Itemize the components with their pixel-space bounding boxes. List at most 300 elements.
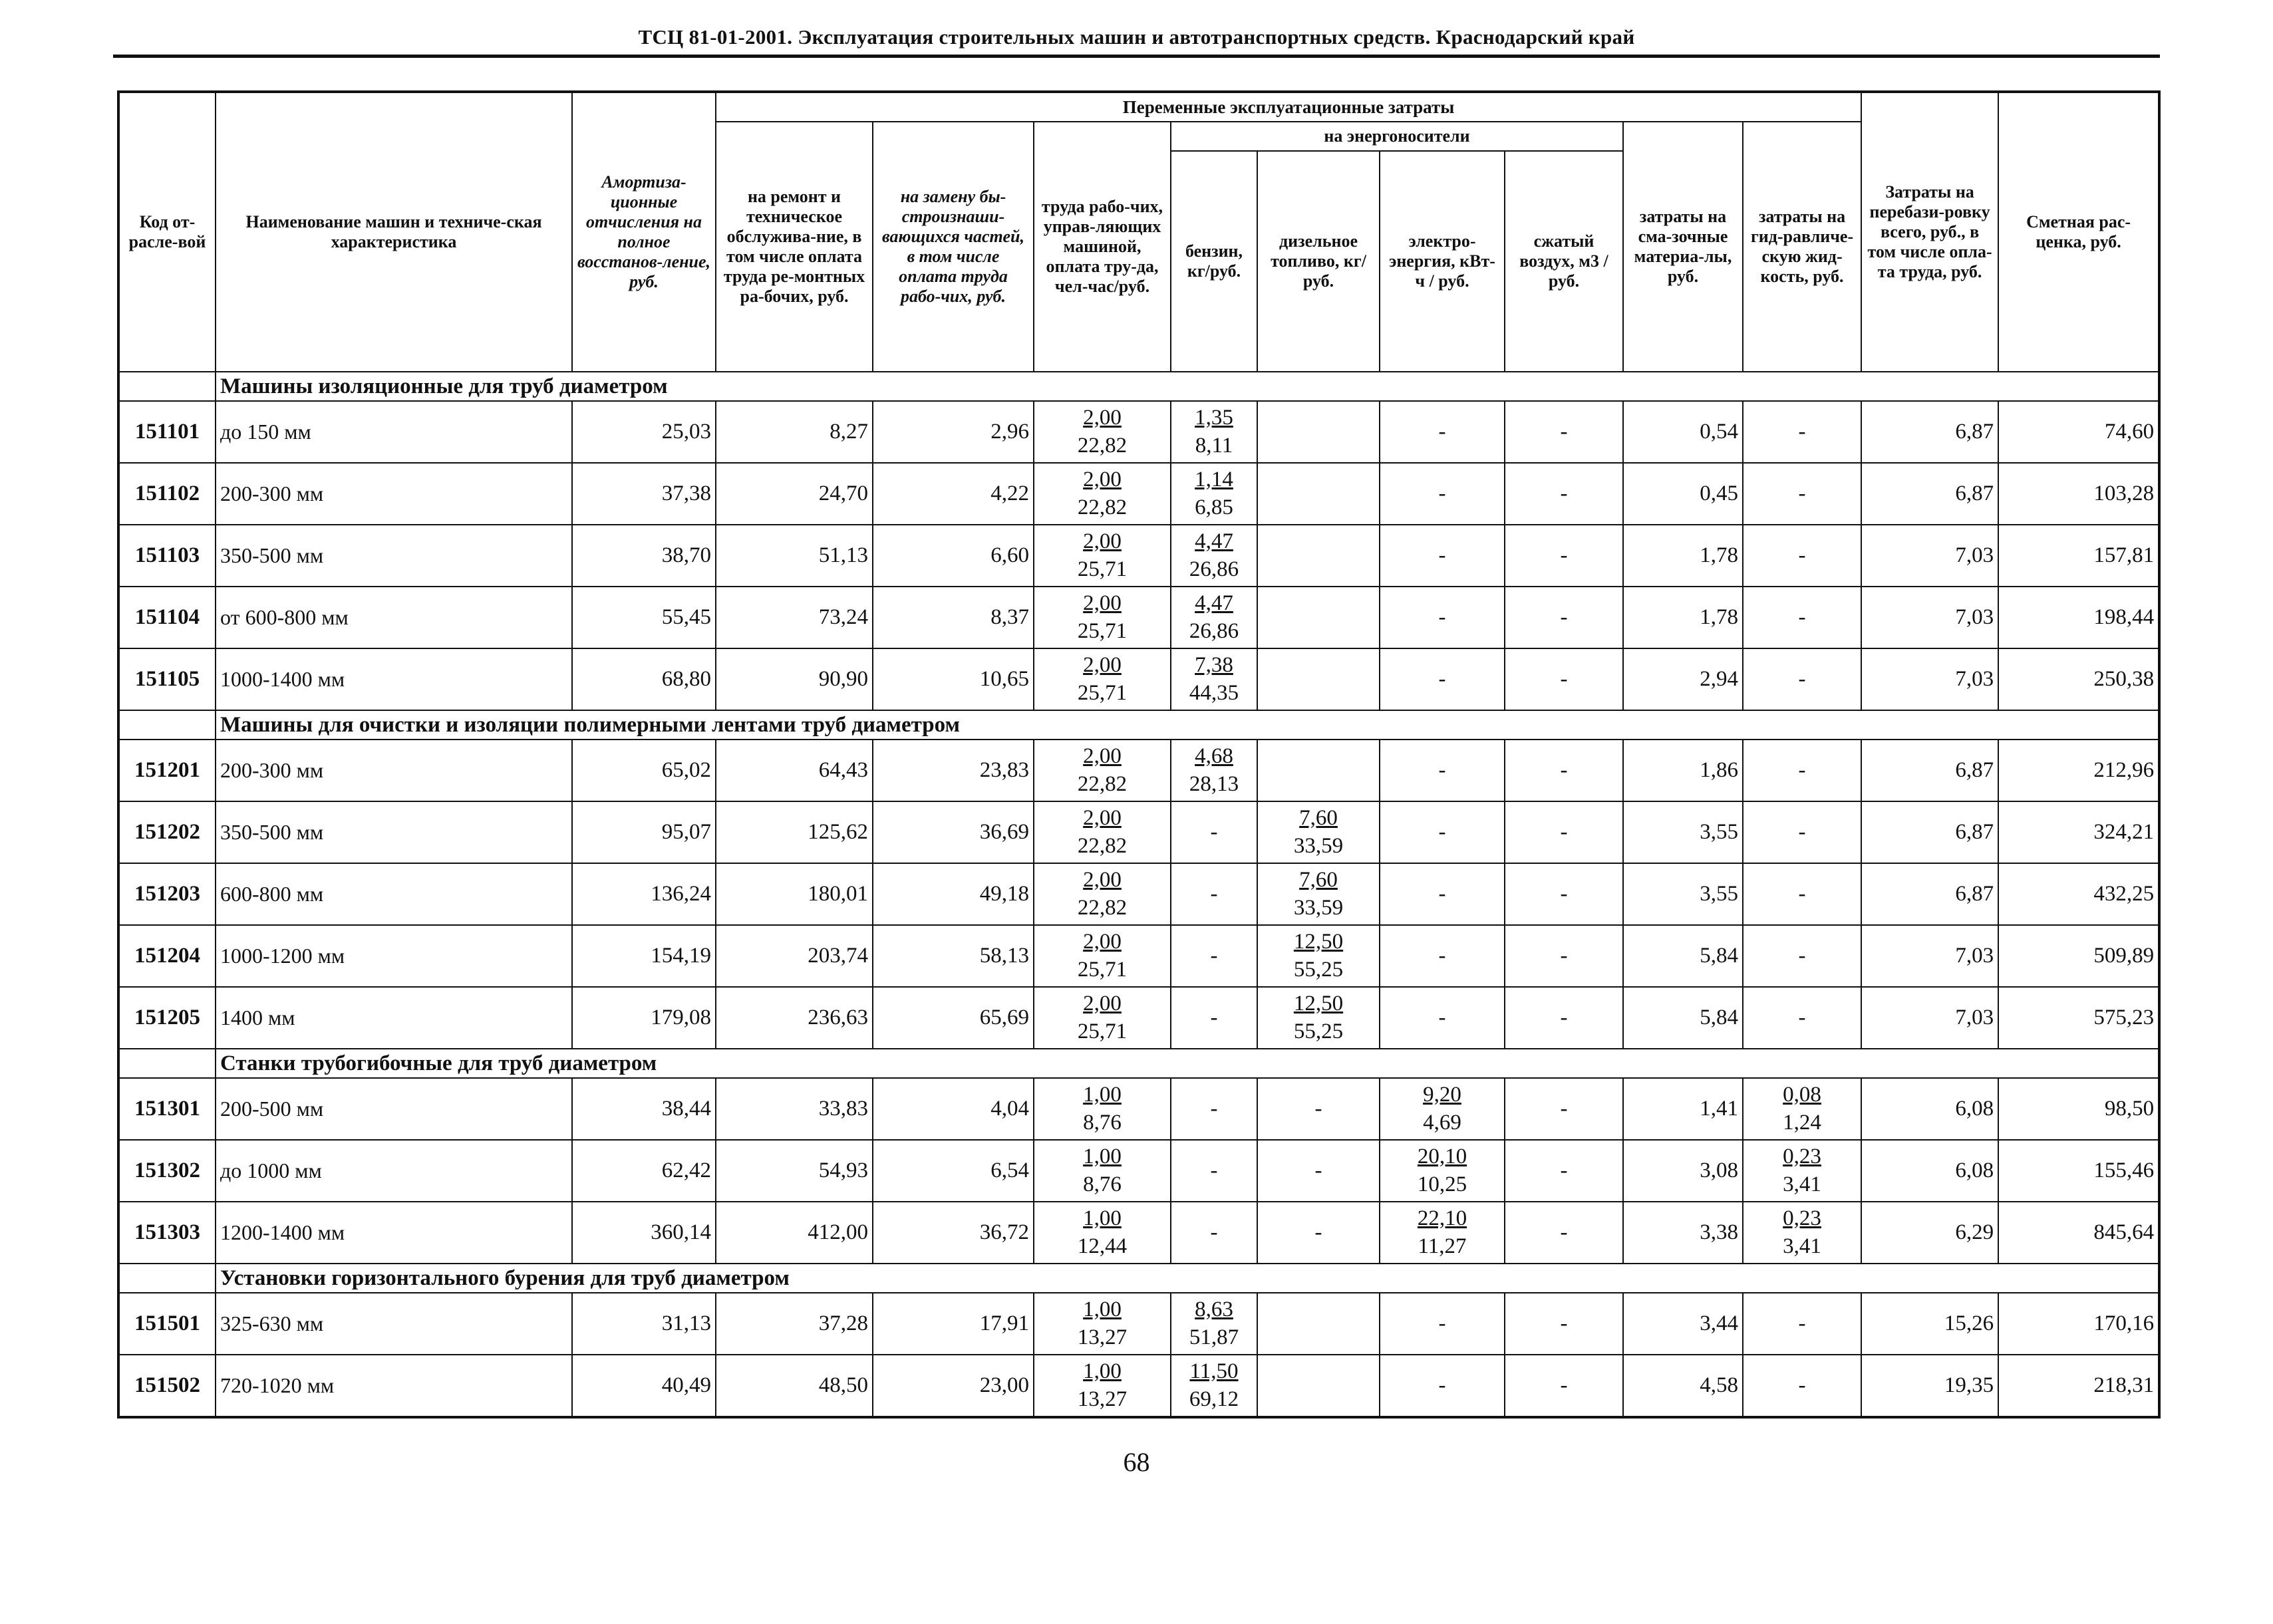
lube-value-value: 5,84 bbox=[1700, 944, 1738, 968]
parts-value bbox=[873, 463, 1034, 525]
total-value bbox=[1998, 1078, 2159, 1140]
petrol-cell bbox=[1171, 740, 1257, 801]
labor-cell-top: 2,00 bbox=[1083, 867, 1122, 892]
table-row bbox=[118, 925, 2159, 987]
air-value-value: - bbox=[1560, 820, 1568, 844]
machine-name bbox=[216, 1078, 572, 1140]
col-header-name: Наименование машин и техниче-ская характеристика bbox=[216, 92, 572, 372]
machine-code-value: 151103 bbox=[134, 543, 200, 567]
group-row bbox=[118, 1264, 2159, 1293]
total-value-value: 575,23 bbox=[2093, 1006, 2155, 1029]
hydro-cell-bottom: - bbox=[1798, 666, 1806, 691]
parts-value-value: 10,65 bbox=[979, 667, 1029, 691]
rebase-value bbox=[1861, 863, 1998, 925]
labor-cell-top: 2,00 bbox=[1083, 529, 1122, 553]
petrol-cell-bottom: 51,87 bbox=[1189, 1325, 1239, 1349]
total-value-value: 432,25 bbox=[2093, 882, 2155, 906]
col-header-energy: на энергоносители bbox=[1171, 122, 1623, 151]
rebase-value-value: 6,08 bbox=[1955, 1097, 1994, 1121]
table-row bbox=[118, 740, 2159, 801]
petrol-cell bbox=[1171, 525, 1257, 587]
lube-value-value: 0,45 bbox=[1700, 481, 1738, 505]
machine-name bbox=[216, 1293, 572, 1355]
lube-value-value: 3,38 bbox=[1700, 1220, 1738, 1244]
electro-cell-bottom: 11,27 bbox=[1418, 1234, 1467, 1258]
diesel-cell bbox=[1257, 648, 1380, 710]
electro-cell bbox=[1380, 1202, 1505, 1264]
diesel-cell-bottom: 33,59 bbox=[1293, 833, 1344, 858]
diesel-cell bbox=[1257, 987, 1380, 1049]
repair-value bbox=[716, 1355, 873, 1417]
repair-value bbox=[716, 925, 873, 987]
amort-value-value: 68,80 bbox=[661, 667, 711, 691]
air-value-value: - bbox=[1560, 882, 1568, 906]
amort-value-value: 25,03 bbox=[661, 420, 711, 444]
total-value-value: 509,89 bbox=[2093, 944, 2155, 968]
rebase-value bbox=[1861, 1078, 1998, 1140]
rebase-value-value: 19,35 bbox=[1944, 1373, 1994, 1397]
labor-cell-bottom: 22,82 bbox=[1077, 771, 1128, 796]
labor-cell-bottom: 25,71 bbox=[1077, 618, 1128, 643]
electro-cell bbox=[1380, 648, 1505, 710]
lube-value-value: 1,78 bbox=[1700, 543, 1738, 567]
air-value-value: - bbox=[1560, 481, 1568, 505]
total-value-value: 198,44 bbox=[2093, 605, 2155, 629]
labor-cell bbox=[1034, 525, 1171, 587]
electro-cell bbox=[1380, 863, 1505, 925]
amort-value bbox=[572, 801, 716, 863]
air-value bbox=[1505, 1202, 1623, 1264]
machine-name-value: 200-300 мм bbox=[220, 758, 324, 782]
hydro-cell bbox=[1743, 1140, 1861, 1202]
hydro-cell bbox=[1743, 740, 1861, 801]
machine-name bbox=[216, 587, 572, 648]
amort-value-value: 136,24 bbox=[651, 882, 711, 906]
machine-code bbox=[118, 401, 216, 463]
petrol-cell-top: 1,35 bbox=[1195, 405, 1233, 430]
total-value bbox=[1998, 1355, 2159, 1417]
lube-value bbox=[1623, 987, 1743, 1049]
parts-value bbox=[873, 1202, 1034, 1264]
air-value bbox=[1505, 1078, 1623, 1140]
electro-cell-bottom: - bbox=[1438, 605, 1446, 629]
air-value-value: - bbox=[1560, 605, 1568, 629]
petrol-cell-bottom: 26,86 bbox=[1189, 618, 1239, 643]
air-value-value: - bbox=[1560, 667, 1568, 691]
electro-cell bbox=[1380, 463, 1505, 525]
parts-value bbox=[873, 587, 1034, 648]
parts-value-value: 36,69 bbox=[979, 820, 1029, 844]
labor-cell-top: 1,00 bbox=[1083, 1082, 1122, 1107]
amort-value-value: 62,42 bbox=[661, 1158, 711, 1182]
rebase-value bbox=[1861, 740, 1998, 801]
rebase-value bbox=[1861, 648, 1998, 710]
amort-value bbox=[572, 1078, 716, 1140]
labor-cell bbox=[1034, 740, 1171, 801]
col-header-electro: электро-энергия, кВт-ч / руб. bbox=[1380, 151, 1505, 372]
diesel-cell-bottom bbox=[1262, 1385, 1375, 1387]
hydro-cell-top: 0,08 bbox=[1783, 1082, 1821, 1107]
lube-value bbox=[1623, 1140, 1743, 1202]
electro-cell-bottom: - bbox=[1438, 819, 1446, 844]
lube-value bbox=[1623, 648, 1743, 710]
repair-value-value: 51,13 bbox=[818, 543, 868, 567]
repair-value bbox=[716, 525, 873, 587]
hydro-cell bbox=[1743, 1355, 1861, 1417]
lube-value bbox=[1623, 740, 1743, 801]
machine-code-value: 151201 bbox=[134, 758, 200, 782]
lube-value bbox=[1623, 925, 1743, 987]
diesel-cell-bottom: - bbox=[1314, 1158, 1322, 1182]
hydro-cell-bottom: 1,24 bbox=[1783, 1110, 1821, 1135]
machine-code bbox=[118, 801, 216, 863]
lube-value bbox=[1623, 801, 1743, 863]
col-header-petrol: бензин, кг/руб. bbox=[1171, 151, 1257, 372]
total-value bbox=[1998, 925, 2159, 987]
petrol-cell bbox=[1171, 648, 1257, 710]
petrol-cell-top: 4,47 bbox=[1195, 529, 1233, 553]
electro-cell bbox=[1380, 987, 1505, 1049]
machine-code-value: 151202 bbox=[134, 820, 200, 844]
amort-value bbox=[572, 648, 716, 710]
machine-code-value: 151204 bbox=[134, 944, 200, 968]
air-value-value: - bbox=[1560, 1097, 1568, 1121]
table-row bbox=[118, 587, 2159, 648]
diesel-cell-top: 7,60 bbox=[1299, 805, 1338, 830]
lube-value-value: 1,86 bbox=[1700, 758, 1738, 782]
lube-value bbox=[1623, 1355, 1743, 1417]
amort-value bbox=[572, 1202, 716, 1264]
labor-cell bbox=[1034, 1078, 1171, 1140]
repair-value bbox=[716, 587, 873, 648]
electro-cell-bottom: - bbox=[1438, 481, 1446, 505]
petrol-cell-bottom: - bbox=[1210, 1005, 1218, 1029]
diesel-cell bbox=[1257, 925, 1380, 987]
amort-value-value: 40,49 bbox=[661, 1373, 711, 1397]
col-header-air: сжатый воздух, м3 / руб. bbox=[1505, 151, 1623, 372]
total-value-value: 212,96 bbox=[2093, 758, 2155, 782]
amort-value bbox=[572, 987, 716, 1049]
group-row bbox=[118, 372, 2159, 401]
air-value bbox=[1505, 401, 1623, 463]
parts-value bbox=[873, 1293, 1034, 1355]
labor-cell-top: 1,00 bbox=[1083, 1297, 1122, 1321]
labor-cell bbox=[1034, 1202, 1171, 1264]
rebase-value-value: 6,87 bbox=[1955, 758, 1994, 782]
header-rule bbox=[113, 55, 2160, 58]
repair-value bbox=[716, 401, 873, 463]
parts-value bbox=[873, 525, 1034, 587]
hydro-cell bbox=[1743, 1202, 1861, 1264]
machine-code-value: 151301 bbox=[134, 1097, 200, 1121]
labor-cell bbox=[1034, 1293, 1171, 1355]
rebase-value bbox=[1861, 987, 1998, 1049]
lube-value-value: 0,54 bbox=[1700, 420, 1738, 444]
hydro-cell-bottom: - bbox=[1798, 543, 1806, 567]
parts-value bbox=[873, 987, 1034, 1049]
lube-value bbox=[1623, 525, 1743, 587]
parts-value bbox=[873, 648, 1034, 710]
diesel-cell-bottom: - bbox=[1314, 1096, 1322, 1121]
machine-name-value: 350-500 мм bbox=[220, 820, 324, 844]
lube-value bbox=[1623, 863, 1743, 925]
hydro-cell-bottom: - bbox=[1798, 1311, 1806, 1335]
col-header-labor: труда рабо-чих, управ-ляющих машиной, оплата тру-да, чел-час/руб. bbox=[1034, 122, 1171, 372]
table-body bbox=[118, 372, 2159, 1417]
hydro-cell-bottom: 3,41 bbox=[1783, 1172, 1821, 1196]
parts-value-value: 65,69 bbox=[979, 1006, 1029, 1029]
lube-value bbox=[1623, 463, 1743, 525]
diesel-cell-bottom bbox=[1262, 1323, 1375, 1325]
diesel-cell bbox=[1257, 463, 1380, 525]
parts-value-value: 6,60 bbox=[990, 543, 1029, 567]
machine-name bbox=[216, 801, 572, 863]
amort-value-value: 95,07 bbox=[661, 820, 711, 844]
labor-cell-top: 1,00 bbox=[1083, 1359, 1122, 1383]
machine-name bbox=[216, 1202, 572, 1264]
labor-cell-top: 2,00 bbox=[1083, 805, 1122, 830]
petrol-cell-top: 1,14 bbox=[1195, 467, 1233, 491]
repair-value-value: 236,63 bbox=[808, 1006, 868, 1029]
parts-value bbox=[873, 1355, 1034, 1417]
table-row bbox=[118, 1355, 2159, 1417]
diesel-cell-top: 12,50 bbox=[1293, 929, 1344, 954]
petrol-cell-bottom: - bbox=[1210, 819, 1218, 844]
petrol-cell bbox=[1171, 401, 1257, 463]
air-value bbox=[1505, 1140, 1623, 1202]
parts-value-value: 4,22 bbox=[990, 481, 1029, 505]
total-value bbox=[1998, 740, 2159, 801]
amort-value-value: 65,02 bbox=[661, 758, 711, 782]
petrol-cell-bottom: - bbox=[1210, 881, 1218, 906]
labor-cell bbox=[1034, 801, 1171, 863]
machine-name-value: 1200-1400 мм bbox=[220, 1220, 345, 1244]
parts-value-value: 8,37 bbox=[990, 605, 1029, 629]
machine-code bbox=[118, 925, 216, 987]
petrol-cell-bottom: 44,35 bbox=[1189, 680, 1239, 705]
electro-cell bbox=[1380, 1355, 1505, 1417]
total-value bbox=[1998, 648, 2159, 710]
table-row bbox=[118, 987, 2159, 1049]
machine-name-value: 1000-1400 мм bbox=[220, 667, 345, 691]
parts-value-value: 23,00 bbox=[979, 1373, 1029, 1397]
machine-code-value: 151104 bbox=[134, 605, 200, 629]
hydro-cell-bottom: 3,41 bbox=[1783, 1234, 1821, 1258]
machine-name-value: 200-300 мм bbox=[220, 481, 324, 505]
parts-value bbox=[873, 801, 1034, 863]
col-header-code: Код от-расле-вой bbox=[118, 92, 216, 372]
diesel-cell-bottom: 55,25 bbox=[1293, 957, 1344, 982]
total-value bbox=[1998, 801, 2159, 863]
petrol-cell-bottom: - bbox=[1210, 1220, 1218, 1244]
air-value bbox=[1505, 525, 1623, 587]
total-value-value: 157,81 bbox=[2093, 543, 2155, 567]
group-row bbox=[118, 710, 2159, 740]
diesel-cell bbox=[1257, 1355, 1380, 1417]
group-row bbox=[118, 1049, 2159, 1078]
col-header-diesel: дизельное топливо, кг/руб. bbox=[1257, 151, 1380, 372]
electro-cell bbox=[1380, 801, 1505, 863]
lube-value-value: 3,08 bbox=[1700, 1158, 1738, 1182]
electro-cell-bottom: - bbox=[1438, 419, 1446, 444]
electro-cell bbox=[1380, 1140, 1505, 1202]
machine-code bbox=[118, 525, 216, 587]
electro-cell-bottom: - bbox=[1438, 943, 1446, 968]
diesel-cell bbox=[1257, 1202, 1380, 1264]
amort-value-value: 38,70 bbox=[661, 543, 711, 567]
amort-value bbox=[572, 525, 716, 587]
amort-value-value: 38,44 bbox=[661, 1097, 711, 1121]
petrol-cell bbox=[1171, 987, 1257, 1049]
rebase-value bbox=[1861, 1355, 1998, 1417]
repair-value bbox=[716, 648, 873, 710]
electro-cell-bottom: - bbox=[1438, 1005, 1446, 1029]
repair-value-value: 73,24 bbox=[818, 605, 868, 629]
electro-cell-bottom: - bbox=[1438, 1311, 1446, 1335]
electro-cell bbox=[1380, 1078, 1505, 1140]
amort-value-value: 37,38 bbox=[661, 481, 711, 505]
labor-cell-bottom: 8,76 bbox=[1083, 1110, 1122, 1135]
air-value-value: - bbox=[1560, 1220, 1568, 1244]
machine-name bbox=[216, 648, 572, 710]
diesel-cell bbox=[1257, 587, 1380, 648]
parts-value bbox=[873, 863, 1034, 925]
petrol-cell-bottom: 26,86 bbox=[1189, 557, 1239, 581]
cost-table bbox=[117, 90, 2161, 1419]
electro-cell-top: 20,10 bbox=[1417, 1144, 1467, 1168]
air-value bbox=[1505, 648, 1623, 710]
electro-cell bbox=[1380, 401, 1505, 463]
parts-value-value: 6,54 bbox=[990, 1158, 1029, 1182]
col-header-parts: на замену бы-строизнаши-вающихся частей, в том числе оплата труда рабо-чих, руб. bbox=[873, 122, 1034, 372]
machine-code bbox=[118, 587, 216, 648]
repair-value-value: 90,90 bbox=[818, 667, 868, 691]
hydro-cell-bottom: - bbox=[1798, 1005, 1806, 1029]
parts-value bbox=[873, 925, 1034, 987]
lube-value-value: 3,55 bbox=[1700, 882, 1738, 906]
diesel-cell-bottom bbox=[1262, 770, 1375, 771]
electro-cell bbox=[1380, 525, 1505, 587]
petrol-cell-top: 11,50 bbox=[1189, 1359, 1239, 1383]
amort-value bbox=[572, 1293, 716, 1355]
repair-value-value: 37,28 bbox=[818, 1311, 868, 1335]
air-value bbox=[1505, 863, 1623, 925]
rebase-value bbox=[1861, 1293, 1998, 1355]
rebase-value bbox=[1861, 463, 1998, 525]
total-value bbox=[1998, 401, 2159, 463]
labor-cell-top: 2,00 bbox=[1083, 467, 1122, 491]
machine-name-value: 1000-1200 мм bbox=[220, 944, 345, 968]
group-code-cell bbox=[118, 372, 216, 401]
air-value-value: - bbox=[1560, 1006, 1568, 1029]
total-value bbox=[1998, 587, 2159, 648]
labor-cell bbox=[1034, 1140, 1171, 1202]
petrol-cell-bottom: 69,12 bbox=[1189, 1387, 1239, 1411]
machine-code-value: 151302 bbox=[134, 1158, 200, 1182]
lube-value bbox=[1623, 401, 1743, 463]
machine-code bbox=[118, 863, 216, 925]
machine-name-value: 1400 мм bbox=[220, 1006, 295, 1029]
machine-name-value: 325-630 мм bbox=[220, 1311, 324, 1335]
repair-value-value: 180,01 bbox=[808, 882, 868, 906]
hydro-cell bbox=[1743, 587, 1861, 648]
petrol-cell bbox=[1171, 587, 1257, 648]
machine-code bbox=[118, 1293, 216, 1355]
rebase-value-value: 7,03 bbox=[1955, 667, 1994, 691]
machine-name bbox=[216, 401, 572, 463]
air-value-value: - bbox=[1560, 758, 1568, 782]
repair-value-value: 203,74 bbox=[808, 944, 868, 968]
rebase-value bbox=[1861, 1140, 1998, 1202]
electro-cell bbox=[1380, 587, 1505, 648]
hydro-cell bbox=[1743, 463, 1861, 525]
labor-cell-bottom: 22,82 bbox=[1077, 433, 1128, 458]
air-value bbox=[1505, 925, 1623, 987]
total-value-value: 170,16 bbox=[2093, 1311, 2155, 1335]
rebase-value bbox=[1861, 1202, 1998, 1264]
machine-name-value: до 1000 мм bbox=[220, 1158, 322, 1182]
table-row bbox=[118, 1202, 2159, 1264]
air-value bbox=[1505, 987, 1623, 1049]
repair-value-value: 24,70 bbox=[818, 481, 868, 505]
amort-value bbox=[572, 1355, 716, 1417]
machine-name-value: 200-500 мм bbox=[220, 1097, 324, 1121]
repair-value bbox=[716, 987, 873, 1049]
diesel-cell bbox=[1257, 1140, 1380, 1202]
repair-value bbox=[716, 463, 873, 525]
diesel-cell bbox=[1257, 740, 1380, 801]
hydro-cell-bottom: - bbox=[1798, 881, 1806, 906]
electro-cell-top: 22,10 bbox=[1417, 1206, 1467, 1230]
rebase-value bbox=[1861, 587, 1998, 648]
rebase-value-value: 6,87 bbox=[1955, 820, 1994, 844]
diesel-cell-bottom: 33,59 bbox=[1293, 895, 1344, 920]
rebase-value-value: 6,87 bbox=[1955, 481, 1994, 505]
labor-cell-bottom: 25,71 bbox=[1077, 957, 1128, 982]
rebase-value bbox=[1861, 525, 1998, 587]
electro-cell-bottom: - bbox=[1438, 543, 1446, 567]
labor-cell-bottom: 13,27 bbox=[1077, 1325, 1128, 1349]
machine-code bbox=[118, 463, 216, 525]
group-title: Станки трубогибочные для труб диаметром bbox=[216, 1049, 2159, 1078]
air-value-value: - bbox=[1560, 543, 1568, 567]
labor-cell-bottom: 22,82 bbox=[1077, 895, 1128, 920]
table-row bbox=[118, 463, 2159, 525]
diesel-cell-bottom bbox=[1262, 493, 1375, 495]
group-title: Установки горизонтального бурения для труб диаметром bbox=[216, 1264, 2159, 1293]
amort-value-value: 55,45 bbox=[661, 605, 711, 629]
parts-value-value: 23,83 bbox=[979, 758, 1029, 782]
total-value-value: 74,60 bbox=[2104, 420, 2155, 444]
labor-cell-top: 2,00 bbox=[1083, 652, 1122, 677]
lube-value-value: 5,84 bbox=[1700, 1006, 1738, 1029]
repair-value-value: 33,83 bbox=[818, 1097, 868, 1121]
amort-value bbox=[572, 587, 716, 648]
col-header-amort: Амортиза-ционные отчисления на полное восстанов-ление, руб. bbox=[572, 92, 716, 372]
machine-name-value: 600-800 мм bbox=[220, 882, 324, 906]
table-row bbox=[118, 1293, 2159, 1355]
rebase-value-value: 6,08 bbox=[1955, 1158, 1994, 1182]
amort-value-value: 360,14 bbox=[651, 1220, 711, 1244]
machine-name-value: 720-1020 мм bbox=[220, 1373, 335, 1397]
col-header-repair: на ремонт и техническое обслужива-ние, в том числе оплата труда ре-монтных ра-бочих, руб. bbox=[716, 122, 873, 372]
lube-value bbox=[1623, 587, 1743, 648]
hydro-cell bbox=[1743, 863, 1861, 925]
hydro-cell-bottom: - bbox=[1798, 1373, 1806, 1397]
group-title: Машины изоляционные для труб диаметром bbox=[216, 372, 2159, 401]
total-value-value: 324,21 bbox=[2093, 820, 2155, 844]
diesel-cell-bottom bbox=[1262, 555, 1375, 557]
